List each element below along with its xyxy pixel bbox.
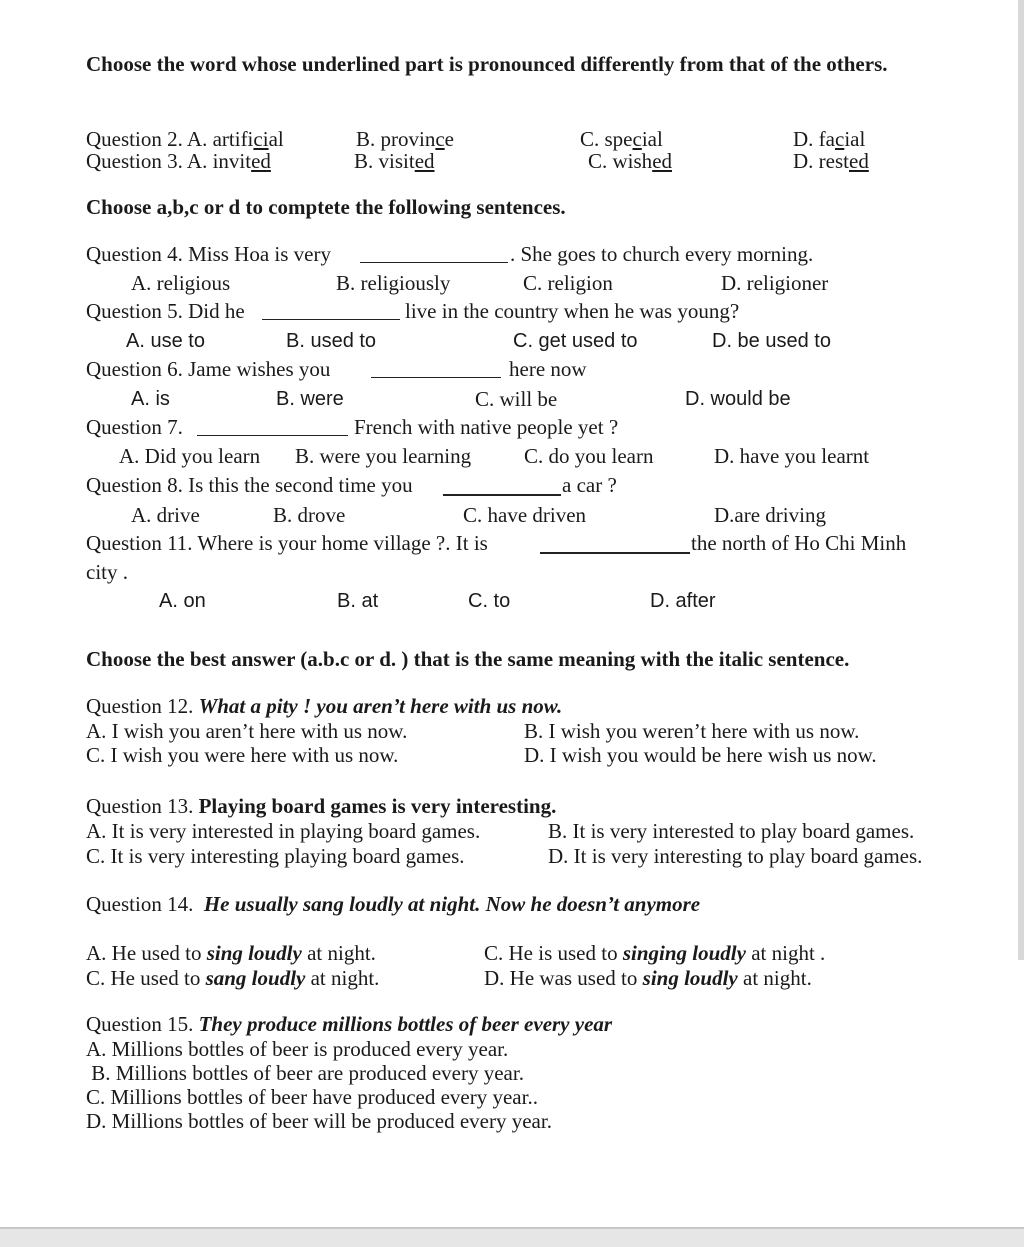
question-12-option-d: D. I wish you would be here wish us now. [524, 743, 877, 767]
question-6-stem: Question 6. Jame wishes you [86, 357, 331, 381]
question-11-stem: Question 11. Where is your home village ?. It is [86, 531, 488, 555]
question-12-option-a: A. I wish you aren’t here with us now. [86, 719, 408, 743]
question-13-option-d: D. It is very interesting to play board games. [548, 844, 923, 868]
question-3-option-a: Question 3. A. invited [86, 149, 271, 173]
question-8-option-b: B. drove [273, 503, 346, 527]
question-11-stem-end: the north of Ho Chi Minh [691, 531, 907, 555]
question-4-stem-end: . She goes to church every morning. [510, 242, 814, 266]
question-13-option-a: A. It is very interested in playing board games. [86, 819, 481, 843]
question-11-stem-cont: city . [86, 560, 128, 584]
question-13-option-c: C. It is very interesting playing board games. [86, 844, 465, 868]
question-4-option-b: B. religiously [336, 271, 451, 295]
question-5-stem-end: live in the country when he was young? [405, 299, 740, 323]
question-8-blank [443, 494, 561, 496]
question-12-option-c: C. I wish you were here with us now. [86, 743, 399, 767]
question-7-option-b: B. were you learning [295, 444, 472, 468]
question-6-option-b: B. were [276, 388, 344, 410]
question-2-option-d: D. facial [793, 127, 866, 151]
question-8-stem-end: a car ? [562, 473, 617, 497]
question-11-option-c: C. to [468, 590, 511, 612]
question-4-option-c: C. religion [523, 271, 613, 295]
question-5-option-d: D. be used to [712, 330, 831, 352]
choose-heading: Choose a,b,c or d to comptete the following sentences. [86, 195, 566, 219]
question-7-option-a: A. Did you learn [119, 444, 261, 468]
question-4-option-d: D. religioner [721, 271, 829, 295]
question-2-option-c: C. special [580, 127, 663, 151]
question-6-stem-end: here now [509, 357, 587, 381]
question-11-option-a: A. on [159, 590, 206, 612]
question-6-option-a: A. is [131, 388, 170, 410]
question-5-option-a: A. use to [126, 330, 205, 352]
question-7-stem: Question 7. [86, 415, 183, 439]
question-8-option-a: A. drive [131, 503, 200, 527]
question-15-option-c: C. Millions bottles of beer have produced every year.. [86, 1085, 538, 1109]
question-12-option-b: B. I wish you weren’t here with us now. [524, 719, 860, 743]
question-15-option-b: B. Millions bottles of beer are produced every year. [86, 1061, 524, 1085]
question-14-option-a: A. He used to sing loudly at night. [86, 941, 376, 965]
question-8-option-c: C. have driven [463, 503, 587, 527]
question-12-stem: Question 12. What a pity ! you aren’t here with us now. [86, 694, 563, 718]
question-7-option-c: C. do you learn [524, 444, 654, 468]
question-14-option-c: C. He used to sang loudly at night. [86, 966, 380, 990]
question-15-option-d: D. Millions bottles of beer will be produced every year. [86, 1109, 552, 1133]
question-2-option-a: Question 2. A. artificial [86, 127, 284, 151]
vertical-scrollbar[interactable] [1018, 0, 1024, 960]
question-15-option-a: A. Millions bottles of beer is produced every year. [86, 1037, 509, 1061]
question-7-option-d: D. have you learnt [714, 444, 870, 468]
question-3-option-d: D. rested [793, 149, 869, 173]
question-14-option-b: C. He is used to singing loudly at night . [484, 941, 826, 965]
question-5-option-b: B. used to [286, 330, 377, 352]
question-11-option-d: D. after [650, 590, 716, 612]
question-3-option-c: C. wished [588, 149, 673, 173]
page-bottom-edge [0, 1227, 1024, 1247]
question-14-stem: Question 14. He usually sang loudly at night. Now he doesn’t anymore [86, 892, 701, 916]
question-7-stem-end: French with native people yet ? [354, 415, 619, 439]
question-11-blank [540, 552, 690, 554]
meaning-heading: Choose the best answer (a.b.c or d. ) that is the same meaning with the italic sentence. [86, 647, 850, 671]
question-5-stem: Question 5. Did he [86, 299, 245, 323]
question-5-blank [262, 319, 400, 320]
question-5-option-c: C. get used to [513, 330, 638, 352]
question-3-option-b: B. visited [354, 149, 435, 173]
question-4-stem: Question 4. Miss Hoa is very [86, 242, 331, 266]
question-13-stem: Question 13. Playing board games is very interesting. [86, 794, 557, 818]
question-8-stem: Question 8. Is this the second time you [86, 473, 413, 497]
question-14-option-d: D. He was used to sing loudly at night. [484, 966, 812, 990]
question-15-stem: Question 15. They produce millions bottles of beer every year [86, 1012, 613, 1036]
question-6-option-c: C. will be [475, 387, 558, 411]
question-4-option-a: A. religious [131, 271, 231, 295]
question-2-option-b: B. province [356, 127, 454, 151]
question-11-option-b: B. at [337, 590, 379, 612]
question-7-blank [197, 435, 348, 436]
pronunciation-heading: Choose the word whose underlined part is pronounced differently from that of the others. [86, 52, 888, 76]
question-6-option-d: D. would be [685, 388, 791, 410]
question-6-blank [371, 377, 501, 378]
question-13-option-b: B. It is very interested to play board games. [548, 819, 915, 843]
question-8-option-d: D.are driving [714, 503, 826, 527]
question-4-blank [360, 262, 508, 263]
